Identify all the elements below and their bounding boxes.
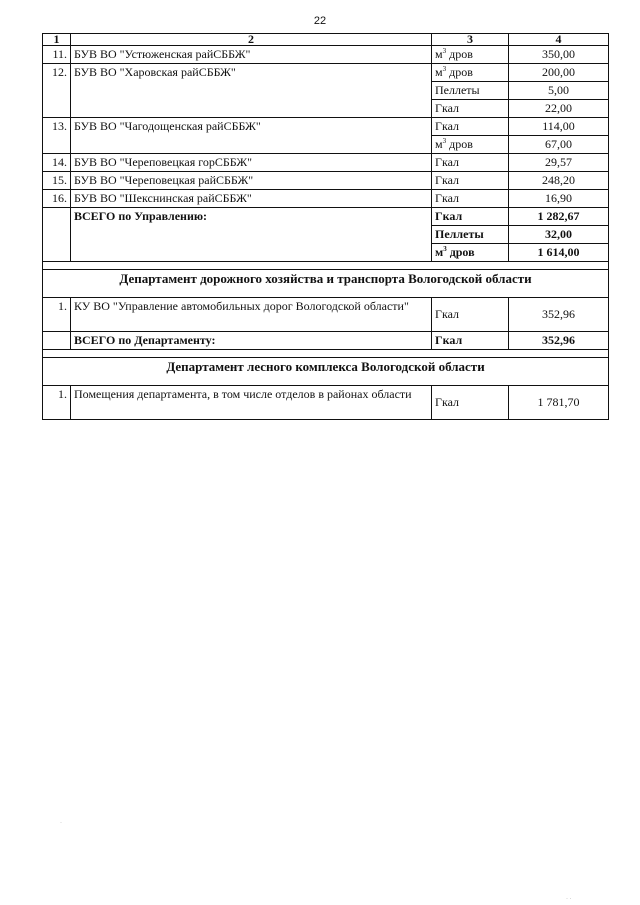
row-number: 13.: [43, 118, 71, 154]
row-number: [43, 208, 71, 262]
row-number: 11.: [43, 46, 71, 64]
value-cell: 29,57: [509, 154, 609, 172]
unit-cell: Гкал: [432, 386, 509, 420]
scan-speck: · ·: [566, 896, 572, 902]
org-name: БУВ ВО "Чагодощенская райСББЖ": [71, 118, 432, 154]
total-row: [43, 332, 609, 350]
row-number: 15.: [43, 172, 71, 190]
value-cell: 16,90: [509, 190, 609, 208]
value-cell: 350,00: [509, 46, 609, 64]
row-number: 1.: [43, 386, 71, 420]
table-row: [43, 46, 609, 64]
table-header-row: [43, 34, 609, 46]
org-name: БУВ ВО "Харовская райСББЖ": [71, 64, 432, 118]
table-row: [43, 298, 609, 332]
value-cell: 5,00: [509, 82, 609, 100]
spacer-row: [43, 262, 609, 270]
org-name: БУВ ВО "Шекснинская райСББЖ": [71, 190, 432, 208]
header-col-1: 1: [43, 34, 71, 46]
spacer-row: [43, 350, 609, 358]
header-col-3: 3: [432, 34, 509, 46]
value-cell: 32,00: [509, 226, 609, 244]
org-name: Помещения департамента, в том числе отделов в районах области: [71, 386, 432, 420]
table-row: [43, 64, 609, 82]
section-row: [43, 358, 609, 386]
table-row: [43, 190, 609, 208]
page-number: 22: [313, 15, 327, 27]
table-row: [43, 172, 609, 190]
row-number: 1.: [43, 298, 71, 332]
org-name: КУ ВО "Управление автомобильных дорог Вологодской области": [71, 298, 432, 332]
value-cell: 1 282,67: [509, 208, 609, 226]
consumption-table: [42, 33, 609, 420]
row-number: 14.: [43, 154, 71, 172]
unit-cell: Гкал: [432, 208, 509, 226]
value-cell: 352,96: [509, 298, 609, 332]
value-cell: 22,00: [509, 100, 609, 118]
org-name: БУВ ВО "Устюженская райСББЖ": [71, 46, 432, 64]
unit-cell: Гкал: [432, 172, 509, 190]
total-label: ВСЕГО по Управлению:: [71, 208, 432, 262]
value-cell: 114,00: [509, 118, 609, 136]
section-title: Департамент дорожного хозяйства и транспорта Вологодской области: [43, 270, 609, 298]
unit-cell: $м^3$ дров: [432, 46, 509, 64]
unit-cell: Гкал: [432, 118, 509, 136]
value-cell: 200,00: [509, 64, 609, 82]
unit-cell: Пеллеты: [432, 226, 509, 244]
total-label: ВСЕГО по Департаменту:: [71, 332, 432, 350]
row-number: 16.: [43, 190, 71, 208]
unit-cell: Гкал: [432, 100, 509, 118]
table-row: [43, 118, 609, 136]
table-row: [43, 386, 609, 420]
unit-cell: Пеллеты: [432, 82, 509, 100]
table-row: [43, 154, 609, 172]
row-number: [43, 332, 71, 350]
unit-cell: Гкал: [432, 298, 509, 332]
section-title: Департамент лесного комплекса Вологодской области: [43, 358, 609, 386]
header-col-2: 2: [71, 34, 432, 46]
unit-cell: Гкал: [432, 154, 509, 172]
unit-cell: $м^3$ дров: [432, 64, 509, 82]
header-col-4: 4: [509, 34, 609, 46]
value-cell: 1 781,70: [509, 386, 609, 420]
unit-cell: Гкал: [432, 332, 509, 350]
section-row: [43, 270, 609, 298]
unit-cell: $м^3$ дров: [432, 136, 509, 154]
unit-cell: $м^3$ дров: [432, 244, 509, 262]
total-row: [43, 208, 609, 226]
scan-speck: ·: [60, 820, 62, 826]
value-cell: 248,20: [509, 172, 609, 190]
value-cell: 1 614,00: [509, 244, 609, 262]
org-name: БУВ ВО "Череповецкая горСББЖ": [71, 154, 432, 172]
org-name: БУВ ВО "Череповецкая райСББЖ": [71, 172, 432, 190]
value-cell: 352,96: [509, 332, 609, 350]
unit-cell: Гкал: [432, 190, 509, 208]
row-number: 12.: [43, 64, 71, 118]
value-cell: 67,00: [509, 136, 609, 154]
